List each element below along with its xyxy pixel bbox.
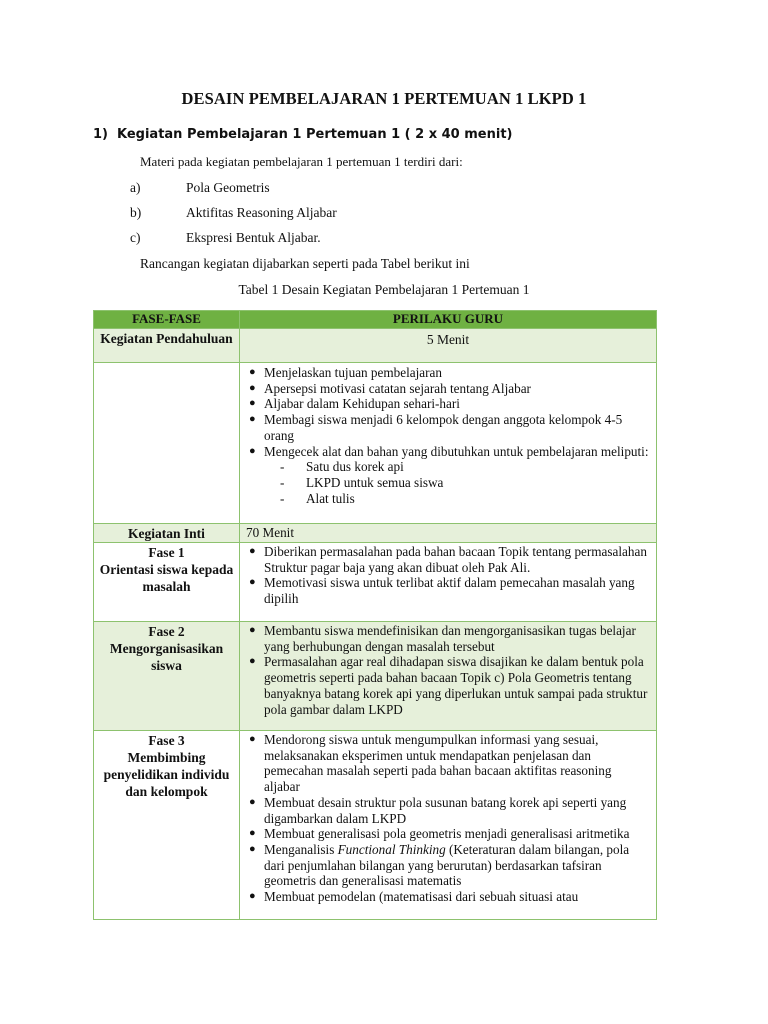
pendahuluan-activities	[240, 363, 657, 524]
material-text: Aktifitas Reasoning Aljabar	[186, 205, 337, 220]
material-item-b	[130, 205, 337, 221]
sub-list-item: - Alat tulis	[280, 490, 355, 506]
phase-label-fase3: Fase 3 Membimbing penyelidikan individu dan kelompok	[94, 731, 240, 920]
intro-paragraph: Materi pada kegiatan pembelajaran 1 pertemuan 1 terdiri dari:	[140, 154, 463, 169]
material-marker: c)	[130, 230, 141, 245]
table-row-inti-header	[94, 524, 657, 543]
bullet-icon: ●	[249, 655, 256, 668]
phase-label-inti: Kegiatan Inti	[94, 524, 240, 543]
material-text: Ekspresi Bentuk Aljabar.	[186, 230, 321, 245]
activity-table	[93, 310, 657, 920]
duration-inti: 70 Menit	[240, 524, 657, 543]
table-row-pendahuluan-items	[94, 363, 657, 524]
section-heading-text: Kegiatan Pembelajaran 1 Pertemuan 1 ( 2 x 40 menit)	[117, 127, 513, 142]
functional-thinking-term: Functional Thinking	[337, 841, 446, 857]
list-item: ● Membuat generalisasi pola geometris menjadi generalisasi aritmetika	[249, 826, 630, 842]
table-row-fase2	[94, 622, 657, 731]
bullet-icon: ●	[249, 413, 256, 426]
list-item: ● Menjelaskan tujuan pembelajaran	[249, 365, 442, 380]
table-row-fase3	[94, 731, 657, 920]
sub-list-item: - Satu dus korek api	[280, 459, 404, 475]
dash-icon: -	[280, 474, 285, 490]
dash-icon: -	[280, 490, 285, 506]
list-item: ● Apersepsi motivasi catatan sejarah tentang Aljabar	[249, 380, 531, 396]
list-item: ● Membagi siswa menjadi 6 kelompok dengan anggota kelompok 4-5 orang	[249, 412, 623, 443]
phase-label-fase2: Fase 2 Mengorganisasikan siswa	[94, 622, 240, 731]
bullet-icon: ●	[249, 842, 256, 855]
list-item: ● Membantu siswa mendefinisikan dan mengorganisasikan tugas belajar yang berhubungan dengan masalah tersebut	[249, 623, 636, 654]
list-item: ● Aljabar dalam Kehidupan sehari-hari	[249, 396, 460, 412]
dash-icon: -	[280, 459, 285, 475]
bullet-icon: ●	[249, 733, 256, 745]
material-item-c	[130, 230, 321, 246]
duration-pendahuluan: 5 Menit	[240, 329, 657, 363]
list-item: ● Permasalahan agar real dihadapan siswa disajikan ke dalam bentuk pola geometris seperti pada bahan bacaan Topik c) Pola Geometris tentang banyaknya batang korek api yang diperlukan untuk sampai pada struktur pola gambar dalam LKPD	[249, 654, 648, 717]
bullet-icon: ●	[249, 624, 256, 636]
sub-list-item: - LKPD untuk semua siswa	[280, 474, 444, 490]
bullet-icon: ●	[249, 827, 256, 840]
table-caption: Tabel 1 Desain Kegiatan Pembelajaran 1 Pertemuan 1	[238, 282, 530, 297]
material-marker: a)	[130, 180, 141, 195]
fase3-activities	[240, 731, 657, 920]
list-item: ● Memotivasi siswa untuk terlibat aktif dalam pemecahan masalah yang dipilih	[249, 575, 635, 607]
document-title: DESAIN PEMBELAJARAN 1 PERTEMUAN 1 LKPD 1	[181, 89, 587, 108]
list-item: ● Diberikan permasalahan pada bahan bacaan Topik tentang permasalahan Struktur pagar baja yang akan dibuat oleh Pak Ali.	[249, 544, 647, 575]
table-header-row	[94, 311, 657, 329]
header-fase: FASE-FASE	[94, 311, 240, 329]
section-heading	[93, 127, 512, 142]
material-item-a	[130, 180, 270, 196]
empty-phase-cell	[94, 363, 240, 524]
list-item: ● Menganalisis Functional Thinking (Keteraturan dalam bilangan, pola dari penjumlahan bilangan yang berurutan) berdasarkan tafsiran geometris dan generalisasi matematis	[249, 841, 630, 889]
header-perilaku-guru: PERILAKU GURU	[240, 311, 657, 329]
fase2-activities	[240, 622, 657, 731]
material-text: Pola Geometris	[186, 180, 270, 195]
fase1-activities	[240, 543, 657, 622]
table-row-fase1	[94, 543, 657, 622]
bullet-icon: ●	[249, 795, 256, 808]
list-item: ● Membuat desain struktur pola susunan batang korek api seperti yang digambarkan dalam LKPD	[249, 794, 627, 826]
bullet-icon: ●	[249, 576, 256, 589]
list-item: ● Mengecek alat dan bahan yang dibutuhkan untuk pembelajaran meliputi: - Satu dus korek api - LKPD untuk semua siswa - Alat tulis	[249, 443, 649, 506]
section-number: 1)	[93, 127, 108, 142]
phase-label-fase1: Fase 1 Orientasi siswa kepada masalah	[94, 543, 240, 622]
bullet-icon: ●	[249, 366, 256, 378]
list-item: ● Membuat pemodelan (matematisasi dari sebuah situasi atau	[249, 889, 579, 905]
table-row-pendahuluan-header	[94, 329, 657, 363]
material-marker: b)	[130, 205, 142, 220]
list-item: ● Mendorong siswa untuk mengumpulkan informasi yang sesuai, melaksanakan eksperimen untuk mendapatkan penjelasan dan pemecahan masalah seperti pada bahan bacaan aktifitas reasoning aljabar	[249, 732, 612, 795]
design-note: Rancangan kegiatan dijabarkan seperti pada Tabel berikut ini	[140, 256, 470, 271]
bullet-icon: ●	[249, 444, 256, 457]
phase-label-pendahuluan: Kegiatan Pendahuluan	[94, 329, 240, 363]
bullet-icon: ●	[249, 890, 256, 903]
bullet-icon: ●	[249, 381, 256, 394]
bullet-icon: ●	[249, 545, 256, 557]
bullet-icon: ●	[249, 397, 256, 410]
